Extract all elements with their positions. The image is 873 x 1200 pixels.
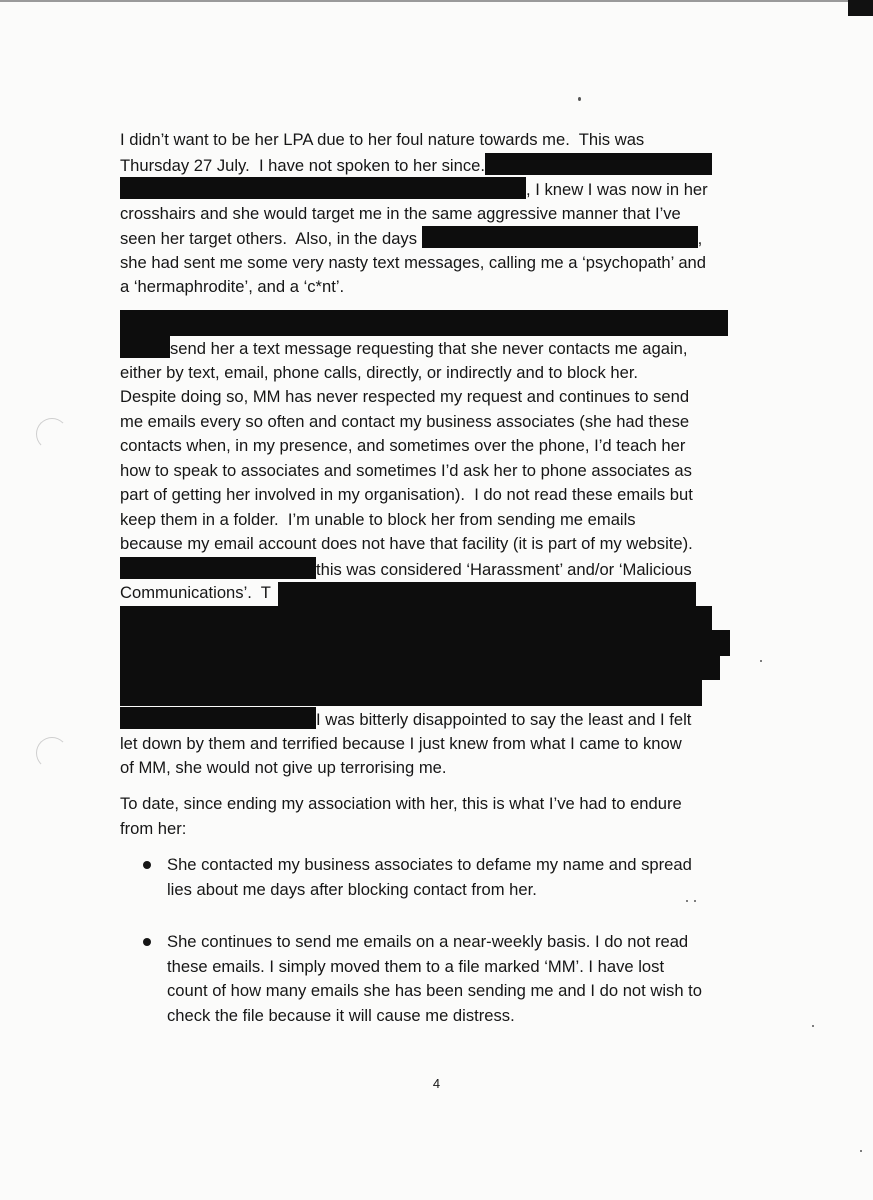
redaction-bar [120,310,728,336]
text-line: because my email account does not have that facility (it is part of my website). [120,534,693,553]
bullet-text [167,853,692,902]
bullet-text [167,930,702,1028]
text-segment: seen her target others. Also, in the days [120,229,418,248]
bullet-icon [143,861,151,869]
text-line: of MM, she would not give up terrorising me. [120,758,447,777]
text-line: a ‘hermaphrodite’, and a ‘c*nt’. [120,277,345,296]
corner-mark [848,0,873,16]
redaction-bar [120,678,702,706]
text-segment: this was considered ‘Harassment’ and/or ‘Malicious [316,559,692,579]
scan-speck [812,1025,814,1027]
text-segment: , I knew I was now in her [526,180,708,199]
text-line: To date, since ending my association with her, this is what I’ve had to endure [120,794,682,813]
punch-hole-mark [36,737,68,769]
redaction-bar [422,226,698,248]
text-line: lies about me days after blocking contact from her. [167,879,537,899]
redaction-bar [120,707,316,729]
text-line: check the file because it will cause me distress. [167,1005,515,1025]
text-line [120,177,740,202]
text-segment: Thursday 27 July. I have not spoken to her since. [120,155,485,175]
paragraph-2-continued [120,707,740,781]
text-line: She continues to send me emails on a near-weekly basis. I do not read [167,932,689,951]
redaction-bar [120,336,170,358]
text-line: let down by them and terrified because I just knew from what I came to know [120,733,682,753]
scan-speck [694,900,696,902]
redaction-bar [120,557,316,579]
text-line: count of how many emails she has been sending me and I do not wish to [167,981,703,1000]
scan-speck [760,660,762,662]
text-segment: send her a text message requesting that she never contacts me again, [170,339,688,358]
text-line: how to speak to associates and sometimes I’d ask her to phone associates as [120,460,692,480]
text-line: crosshairs and she would target me in the same aggressive manner that I’ve [120,203,681,223]
scan-speck [860,1150,862,1152]
text-line: part of getting her involved in my organisation). I do not read these emails but [120,485,693,504]
text-segment: , [697,229,703,248]
text-line: these emails. I simply moved them to a file marked ‘MM’. I have lost [167,956,665,976]
text-line: contacts when, in my presence, and sometimes over the phone, I’d teach her [120,436,686,455]
text-line: me emails every so often and contact my business associates (she had these [120,411,690,431]
text-line [120,226,740,251]
paragraph-2 [120,336,740,606]
text-segment: I was bitterly disappointed to say the least and I felt [316,710,692,729]
text-line [120,557,740,582]
paragraph-3 [120,792,740,841]
page-number: 4 [432,1076,441,1091]
bullet-icon [143,938,151,946]
redaction-bar [120,606,712,632]
redaction-bar [120,630,730,656]
redaction-bar [120,177,526,199]
punch-hole-mark [36,418,68,450]
scan-speck [578,97,581,101]
text-line [120,707,740,732]
redaction-bar [485,153,712,175]
text-line [120,153,740,178]
text-segment: Communications’. T [120,583,271,602]
text-line: Despite doing so, MM has never respected my request and continues to send [120,387,690,406]
text-line: either by text, email, phone calls, directly, or indirectly and to block her. [120,362,639,382]
text-line: I didn’t want to be her LPA due to her foul nature towards me. This was [120,130,645,149]
text-line: from her: [120,818,187,838]
text-line: keep them in a folder. I’m unable to block her from sending me emails [120,509,636,529]
scan-edge [0,0,873,2]
text-line: She contacted my business associates to defame my name and spread [167,855,692,874]
redaction-bar [120,654,720,680]
text-line [120,336,740,361]
text-line: she had sent me some very nasty text messages, calling me a ‘psychopath’ and [120,252,706,272]
paragraph-1 [120,128,740,300]
redaction-bar [278,582,696,608]
